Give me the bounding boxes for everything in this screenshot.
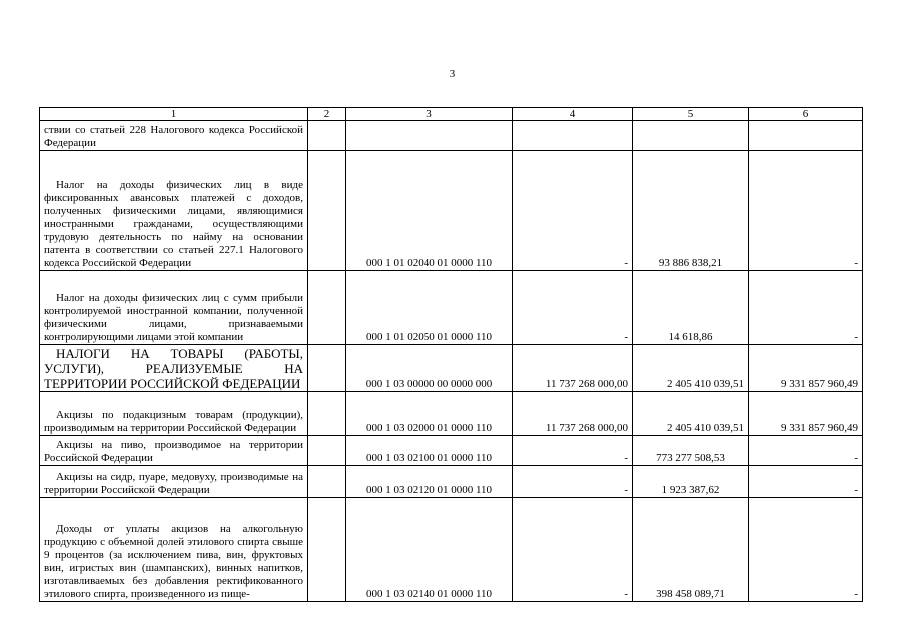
row-code: 000 1 01 02040 01 0000 110 (346, 151, 513, 271)
row-col4: - (513, 151, 633, 271)
revenue-table (39, 107, 863, 602)
row-col2 (308, 345, 346, 392)
row-name: Доходы от уплаты акцизов на алкогольную продукцию с объемной долей этилового спирта свыше 9 процентов (за исключением пива, вин, фруктовых вин, игристых вин (шампанских), винных напитков, изготавливаемых без добавления ректификованного этилового спирта, произведенного из пище- (40, 498, 308, 602)
column-header: 3 (346, 108, 513, 121)
row-col6: - (749, 436, 863, 466)
row-col4: - (513, 498, 633, 602)
row-code: 000 1 03 00000 00 0000 000 (346, 345, 513, 392)
row-col2 (308, 392, 346, 436)
row-name: ствии со статьей 228 Налогового кодекса Российской Федерации (40, 121, 308, 151)
table-row (40, 498, 863, 602)
row-col5: 2 405 410 039,51 (633, 345, 749, 392)
row-name: Акцизы по подакцизным товарам (продукции), производимым на территории Российской Федерации (40, 392, 308, 436)
row-name: Акцизы на сидр, пуаре, медовуху, производимые на территории Российской Федерации (40, 466, 308, 498)
row-col4: 11 737 268 000,00 (513, 392, 633, 436)
column-header: 5 (633, 108, 749, 121)
row-col6: - (749, 466, 863, 498)
column-header: 6 (749, 108, 863, 121)
row-col5: 1 923 387,62 (633, 466, 749, 498)
table-row (40, 121, 863, 151)
table-header-row (40, 108, 863, 121)
row-col2 (308, 498, 346, 602)
row-col5: 773 277 508,53 (633, 436, 749, 466)
table-row (40, 466, 863, 498)
row-col5: 14 618,86 (633, 271, 749, 345)
row-col6: 9 331 857 960,49 (749, 392, 863, 436)
row-col2 (308, 436, 346, 466)
row-col2 (308, 151, 346, 271)
row-code: 000 1 03 02140 01 0000 110 (346, 498, 513, 602)
row-col6: - (749, 498, 863, 602)
table-row (40, 151, 863, 271)
row-col6: - (749, 151, 863, 271)
row-col2 (308, 121, 346, 151)
row-col5: 2 405 410 039,51 (633, 392, 749, 436)
table-row (40, 345, 863, 392)
column-header: 2 (308, 108, 346, 121)
table-row (40, 271, 863, 345)
column-header: 4 (513, 108, 633, 121)
row-col4 (513, 121, 633, 151)
row-col6: - (749, 271, 863, 345)
row-code: 000 1 03 02120 01 0000 110 (346, 466, 513, 498)
row-col4: - (513, 271, 633, 345)
row-code (346, 121, 513, 151)
row-col6: 9 331 857 960,49 (749, 345, 863, 392)
row-code: 000 1 03 02100 01 0000 110 (346, 436, 513, 466)
row-name: Налог на доходы физических лиц с сумм прибыли контролируемой иностранной компании, полученной физическими лицами, признаваемыми контролирующими лицами этой компании (40, 271, 308, 345)
row-col5: 93 886 838,21 (633, 151, 749, 271)
row-col5: 398 458 089,71 (633, 498, 749, 602)
row-col6 (749, 121, 863, 151)
row-col4: - (513, 436, 633, 466)
row-col4: - (513, 466, 633, 498)
row-col4: 11 737 268 000,00 (513, 345, 633, 392)
column-header: 1 (40, 108, 308, 121)
row-name: НАЛОГИ НА ТОВАРЫ (РАБОТЫ, УСЛУГИ), РЕАЛИЗУЕМЫЕ НА ТЕРРИТОРИИ РОССИЙСКОЙ ФЕДЕРАЦИИ (40, 345, 308, 392)
row-name: Налог на доходы физических лиц в виде фиксированных авансовых платежей с доходов, полученных физическими лицами, являющимися иностранными гражданами, осуществляющими трудовую деятельность по найму на основании патента в соответствии со статьей 227.1 Налогового кодекса Российской Федерации (40, 151, 308, 271)
row-code: 000 1 01 02050 01 0000 110 (346, 271, 513, 345)
row-col2 (308, 466, 346, 498)
row-name: Акцизы на пиво, производимое на территории Российской Федерации (40, 436, 308, 466)
row-code: 000 1 03 02000 01 0000 110 (346, 392, 513, 436)
table-row (40, 436, 863, 466)
page-number: 3 (449, 68, 456, 80)
table-row (40, 392, 863, 436)
row-col5 (633, 121, 749, 151)
row-col2 (308, 271, 346, 345)
